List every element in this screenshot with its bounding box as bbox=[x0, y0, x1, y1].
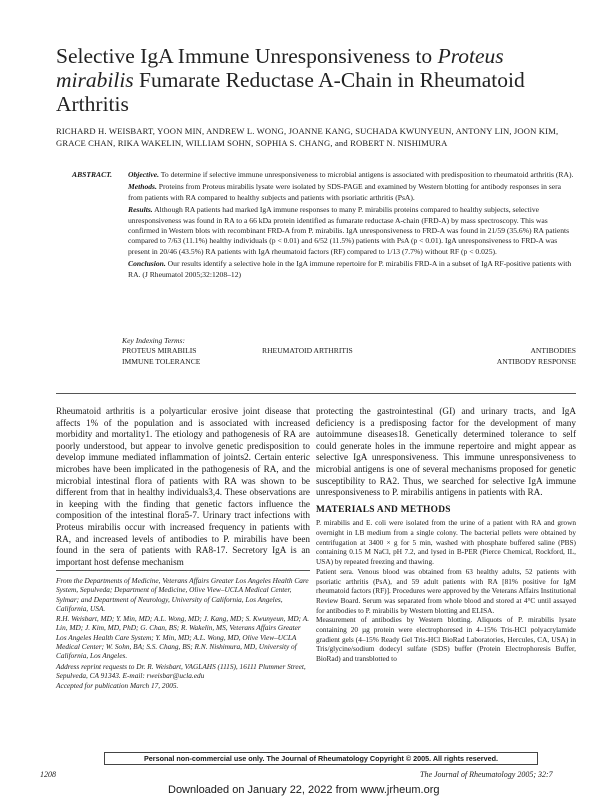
keywords-title: Key Indexing Terms: bbox=[122, 336, 185, 345]
affiliation-authors: R.H. Weisbart, MD; Y. Min, MD; A.L. Wong, MD; J. Kang, MD; S. Kwunyeun, MD; A. Lin, MD; J. Kim, MD, PhD; G. Chan, BS; R. Wakelin, MS, Veterans Affairs Greater Los Angeles Health Care System; Y. Min, MD; A.L. Wong, MD, Olive View–UCLA Medical Center; W. Sohn, BA; S.S. Chang, BS; R.N. Nishimura, MD, University of California, Los Angeles. bbox=[56, 614, 310, 661]
abstract-conclusion: Conclusion. Our results identify a selective hole in the IgA immune repertoire for P. mirabilis FRD-A in a subset of IgA RF-positive patients with RA. (J Rheumatol 2005;32:1208–12) bbox=[128, 259, 572, 279]
abstract-results: Results. Although RA patients had marked IgA immune responses to many P. mirabilis proteins compared to healthy subjects, selective unresponsiveness was found in RA to a 66 kDa protein identified as fumarate reductase A-chain (FRD-A) by mass spectroscopy. This was confirmed in Western blots with recombinant FRD-A from P. mirabilis. IgA unresponsiveness to FRD-A was found in 21/59 (35.6%) RA patients compared to 7/63 (11.1%) healthy individuals (p < 0.01) and 6/52 (11.5%) patients with PsA (p < 0.01). IgA unresponsiveness to FRD-A was present in 20/46 (43.5%) RA patients with IgA rheumatoid factors (RF) compared to 1/13 (7.7%) without RF (p < 0.025). bbox=[128, 205, 570, 256]
accepted-date: Accepted for publication March 17, 2005. bbox=[56, 681, 179, 691]
affiliation-departments: From the Departments of Medicine, Veterans Affairs Greater Los Angeles Health Care System, Sepulveda; Department of Medicine, Olive View–UCLA Medical Center, Sylmar; and Department of Neurology, University of California, Los Angeles, California, USA. bbox=[56, 576, 309, 613]
abstract-methods: Methods. Proteins from Proteus mirabilis lysate were isolated by SDS-PAGE and examined by Western blotting for antibody responses in sera from patients with RA compared to healthy subjects and patients with psoriatic arthritis (PsA). bbox=[128, 182, 562, 202]
page-number: 1208 bbox=[40, 770, 56, 779]
footnote-divider bbox=[56, 570, 310, 571]
abstract-objective: Objective. To determine if selective immune unresponsiveness to microbial antigens is associated with predisposition to rheumatoid arthritis (RA). bbox=[128, 170, 574, 179]
keyword: RHEUMATOID ARTHRITIS bbox=[262, 346, 353, 356]
intro-paragraph: Rheumatoid arthritis is a polyarticular erosive joint disease that affects 1% of the population and is associated with increased morbidity and mortality1. The etiology and pathogenesis of RA are poorly understood, but appear to involve genetic predisposition to develop immune mediated inflammation of joints2. Certain enteric microbes have been implicated in the pathogenesis of RA, and the microbial intestinal flora of patients with RA was shown to be different from that in healthy individuals3,4. These observations are in keeping with the finding that genetic factors influence the composition of the intestinal flora5-7. Urinary tract infections with Proteus mirabilis occur with increased frequency in patients with RA, and increased levels of antibodies to P. mirabilis have been found in the sera of patients with RA8-17. Secretory IgA is an important host defense mechanism bbox=[56, 406, 310, 567]
reprint-address: Address reprint requests to Dr. R. Weisbart, VAGLAHS (111S), 16111 Plummer Street, Sepulveda, CA 91343. E-mail: rweisbar@ucla.edu bbox=[56, 661, 306, 680]
keyword: PROTEUS MIRABILIS bbox=[122, 346, 197, 356]
section-divider bbox=[56, 393, 576, 394]
author-list: RICHARD H. WEISBART, YOON MIN, ANDREW L. WONG, JOANNE KANG, SUCHADA KWUNYEUN, ANTONY LIN, JOON KIM, GRACE CHAN, RIKA WAKELIN, WILLIAM SOHN, SOPHIA S. CHANG, and ROBERT N. NISHIMURA bbox=[56, 126, 559, 148]
affiliations bbox=[56, 576, 310, 692]
copyright-notice: Personal non-commercial use only. The Journal of Rheumatology Copyright © 2005. All rights reserved. bbox=[104, 752, 538, 765]
key-indexing-terms bbox=[122, 336, 576, 367]
keyword: IMMUNE TOLERANCE bbox=[122, 356, 201, 366]
methods-paragraph: Measurement of antibodies by Western blotting. Aliquots of P. mirabilis lysate containing 20 µg protein were electrophoresed in 4–15% Tris-HCl polyacrylamide gradient gels (4–15% Ready Gel Tris-HCl BioRad Laboratories, Hercules, CA, USA) in Tris/glycine/sodium dodecyl sulfate (SDS) buffer (Protein Electrophoresis Buffer, BioRad) and transblotted to bbox=[316, 615, 576, 664]
keyword: ANTIBODY RESPONSE bbox=[496, 356, 576, 366]
abstract-label: ABSTRACT. bbox=[72, 170, 113, 179]
methods-paragraph: Patient sera. Venous blood was obtained from 63 healthy adults, 52 patients with psoriatic arthritis (PsA), and 59 adult patients with RA [81% positive for IgM rheumatoid factors (RF)]. Procedures were approved by the Veterans Affairs Institutional Review Board. Serum was separated from whole blood and stored at 4°C until assayed for antibodies to P. mirabilis by Western blotting and ELISA. bbox=[316, 566, 576, 615]
right-column bbox=[316, 406, 576, 664]
keyword: ANTIBODIES bbox=[530, 346, 576, 356]
methods-paragraph: P. mirabilis and E. coli were isolated from the urine of a patient with RA and grown overnight in LB medium from a single colony. The bacterial pellets were obtained by centrifugation at 3400 × g for 5 min, washed with phosphate buffered saline (PBS) containing 0.15 M NaCl, pH 7.2, and lysed in B-PER (Pierce Chemical, Rockford, IL, USA) by repeated freezing and thawing. bbox=[316, 518, 576, 567]
methods-heading: MATERIALS AND METHODS bbox=[316, 504, 451, 515]
download-notice: Downloaded on January 22, 2022 from www.jrheum.org bbox=[168, 784, 440, 796]
abstract bbox=[72, 170, 577, 282]
intro-paragraph-continued: protecting the gastrointestinal (GI) and urinary tracts, and IgA deficiency is a predisposing factor for the development of many autoimmune diseases18. Genetically determined tolerance to self could generate holes in the immune repertoire and might appear as selective IgA unresponsiveness. This immune unresponsiveness to microbial antigens is one of several mechanisms proposed for genetic susceptibility to RA2. Thus, we searched for selective IgA immune unresponsiveness to P. mirabilis antigens in patients with RA. bbox=[316, 406, 576, 498]
article-title: Selective IgA Immune Unresponsiveness to Proteus mirabilis Fumarate Reductase A-Chain in Rheumatoid Arthritis bbox=[56, 44, 525, 116]
journal-reference: The Journal of Rheumatology 2005; 32:7 bbox=[420, 770, 553, 779]
left-column bbox=[56, 406, 310, 568]
